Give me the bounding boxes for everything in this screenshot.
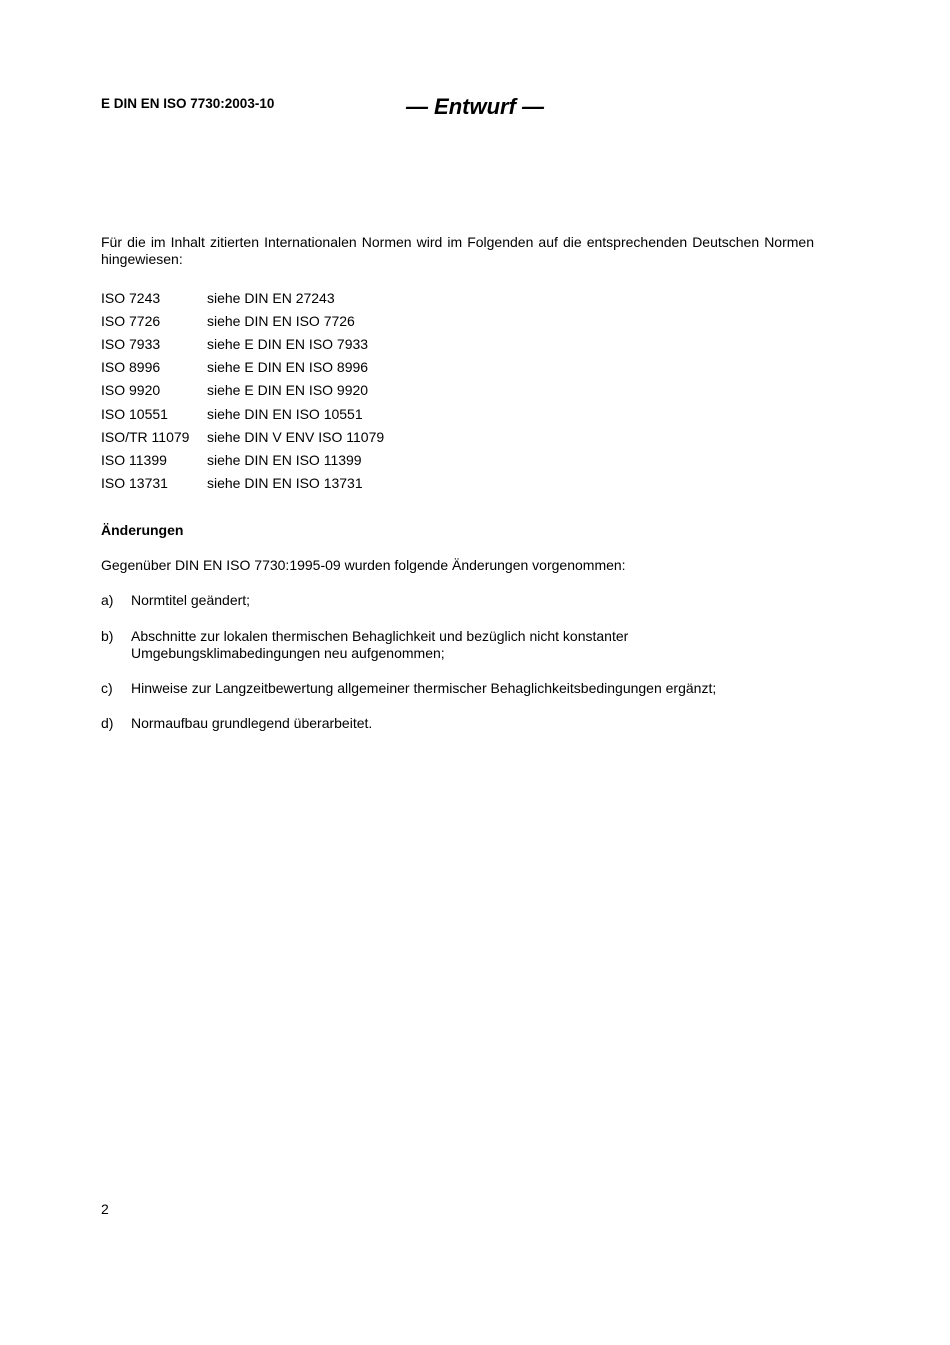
- list-item-text: Normtitel geändert;: [131, 592, 251, 608]
- din-equivalent: siehe DIN EN ISO 7726: [207, 312, 355, 329]
- din-equivalent: siehe DIN EN ISO 11399: [207, 451, 362, 468]
- iso-standard: ISO 10551: [101, 405, 168, 422]
- list-item: [101, 592, 814, 609]
- table-row: [101, 402, 384, 425]
- iso-standard: ISO/TR 11079: [101, 428, 190, 445]
- list-marker: b): [101, 628, 114, 644]
- iso-standard: ISO 7933: [101, 335, 161, 352]
- intro-paragraph: Für die im Inhalt zitierten Internationalen Normen wird im Folgenden auf die entsprechenden Deutschen Normen hingewiesen:: [101, 234, 814, 267]
- iso-standard: ISO 8996: [101, 359, 161, 376]
- table-row: [101, 425, 384, 448]
- din-equivalent: siehe E DIN EN ISO 9920: [207, 382, 369, 399]
- iso-standard: ISO 13731: [101, 475, 168, 492]
- list-item-text: Normaufbau grundlegend überarbeitet.: [131, 715, 373, 731]
- list-marker: c): [101, 680, 113, 696]
- din-equivalent: siehe DIN EN ISO 13731: [207, 475, 363, 492]
- iso-standard: ISO 7243: [101, 289, 161, 306]
- list-item-text: Abschnitte zur lokalen thermischen Behaglichkeit und bezüglich nicht konstanter Umgebungsklimabedingungen neu aufgenommen;: [131, 628, 629, 661]
- table-row: [101, 448, 384, 471]
- list-marker: a): [101, 592, 114, 608]
- list-item: [101, 628, 814, 662]
- iso-standard: ISO 9920: [101, 382, 161, 399]
- list-item: [101, 680, 814, 697]
- document-id: E DIN EN ISO 7730:2003-10: [101, 96, 275, 111]
- table-row: [101, 356, 384, 379]
- changes-intro: Gegenüber DIN EN ISO 7730:1995-09 wurden folgende Änderungen vorgenommen:: [101, 557, 626, 573]
- list-marker: d): [101, 715, 114, 731]
- din-equivalent: siehe DIN V ENV ISO 11079: [207, 428, 385, 445]
- din-equivalent: siehe E DIN EN ISO 7933: [207, 335, 369, 352]
- changes-heading: Änderungen: [101, 522, 184, 538]
- table-row: [101, 309, 384, 332]
- din-equivalent: siehe E DIN EN ISO 8996: [207, 359, 369, 376]
- draft-watermark: — Entwurf —: [405, 94, 545, 119]
- din-equivalent: siehe DIN EN 27243: [207, 289, 335, 306]
- iso-standard: ISO 11399: [101, 451, 167, 468]
- page-number: 2: [101, 1201, 109, 1217]
- table-row: [101, 472, 384, 495]
- din-equivalent: siehe DIN EN ISO 10551: [207, 405, 363, 422]
- table-row: [101, 332, 384, 355]
- list-item-text: Hinweise zur Langzeitbewertung allgemeiner thermischer Behaglichkeitsbedingungen ergänzt;: [131, 680, 717, 696]
- table-row: [101, 379, 384, 402]
- table-row: [101, 286, 384, 309]
- reference-table: [101, 286, 384, 495]
- list-item: [101, 715, 814, 732]
- iso-standard: ISO 7726: [101, 312, 161, 329]
